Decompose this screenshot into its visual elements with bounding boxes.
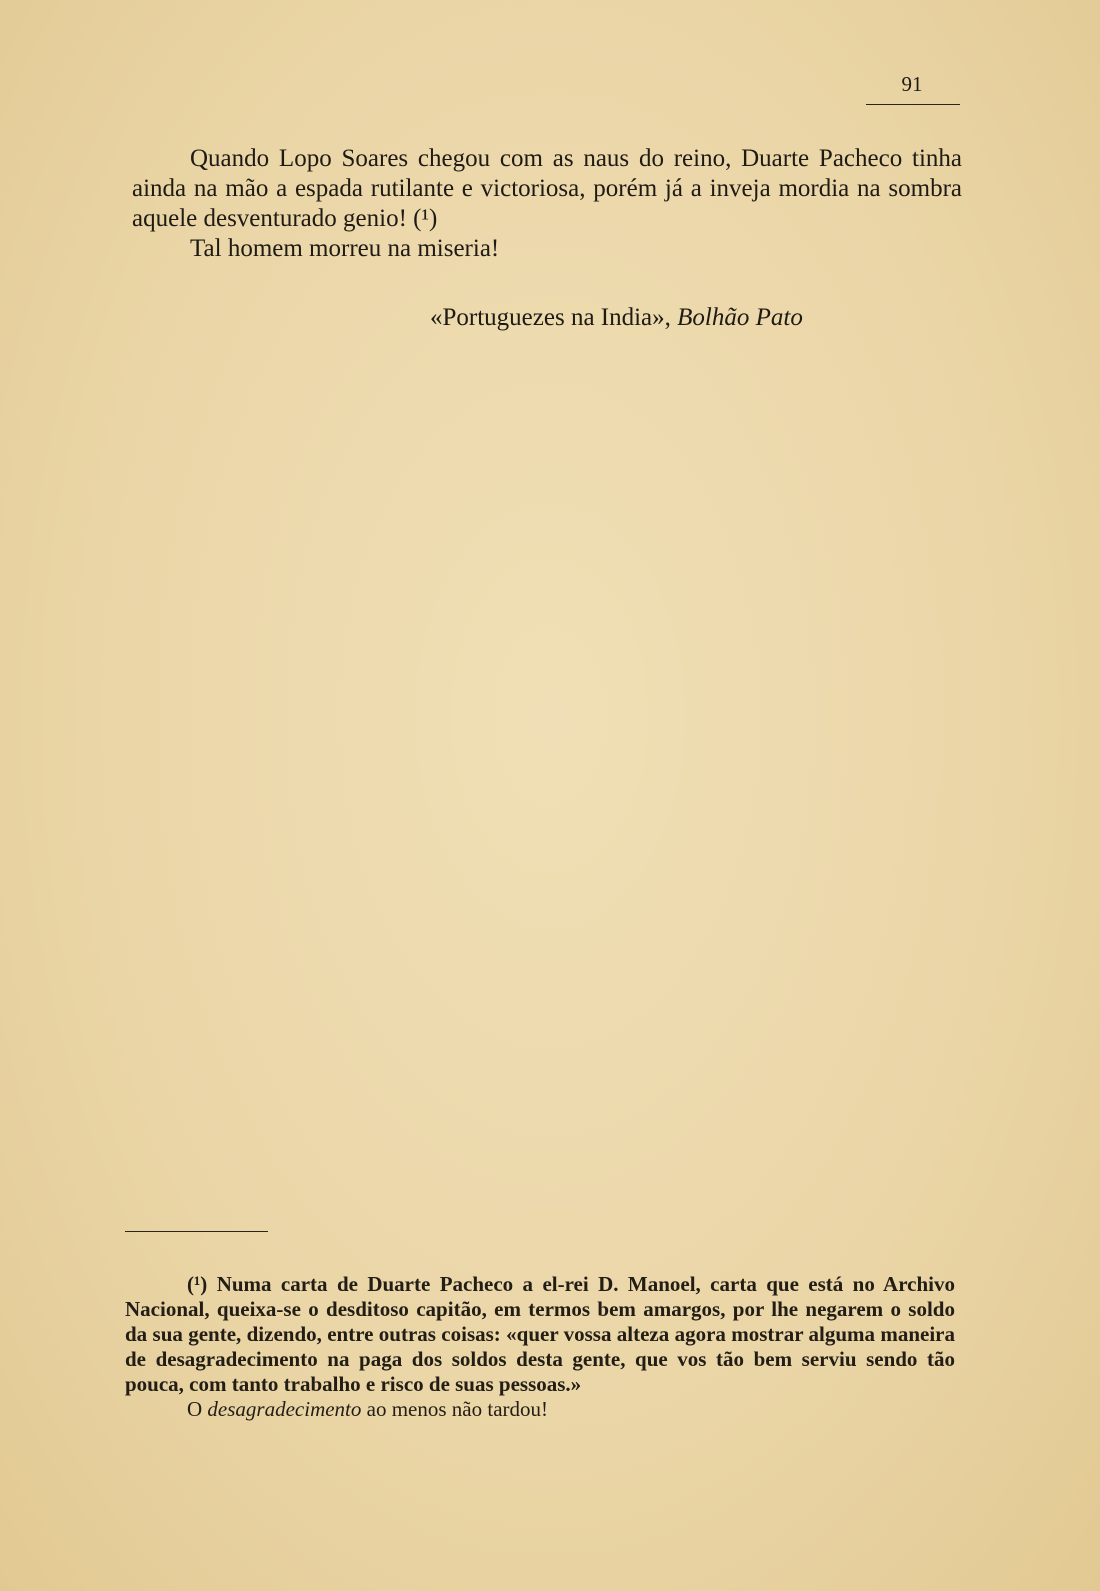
quote-source [430, 304, 920, 332]
closing-emphasis: desagradecimento [207, 1397, 362, 1421]
footnote-text: Numa carta de Duarte Pacheco a el-rei D. Manoel, carta que está no Archivo Nacional, queixa-se o desditoso capitão, em termos bem amargos, por lhe negarem o soldo da sua gente, dizendo, entre outras coisas: «quer vossa alteza agora mostrar alguma maneira de desagradecimento na paga dos soldos desta gente, que vos tão bem serviu sendo tão pouca, com tanto trabalho e risco de suas pessoas.» [125, 1272, 956, 1396]
footnote-paragraph [125, 1272, 955, 1397]
source-work: «Portuguezes na India», [430, 304, 671, 331]
paragraph-1 [132, 144, 962, 234]
paragraph-2: Tal homem morreu na miseria! [190, 235, 500, 262]
footnote-marker: (¹) [187, 1272, 208, 1296]
footnote-rule [125, 1231, 268, 1232]
main-text [132, 144, 962, 264]
footnote-reference: (¹) [413, 205, 438, 232]
footnote [125, 1272, 955, 1422]
source-author: Bolhão Pato [677, 304, 803, 331]
paragraph-1-text: Quando Lopo Soares chegou com as naus do reino, Duarte Pacheco tinha ainda na mão a espada rutilante e victoriosa, porém já a inveja mordia na sombra aquele desventurado genio! [132, 145, 962, 232]
page-number: 91 [901, 72, 923, 96]
closing-start: O [187, 1397, 203, 1421]
closing-end: ao menos não tardou! [366, 1397, 549, 1421]
footnote-closing [125, 1397, 955, 1422]
header-rule [866, 104, 960, 105]
